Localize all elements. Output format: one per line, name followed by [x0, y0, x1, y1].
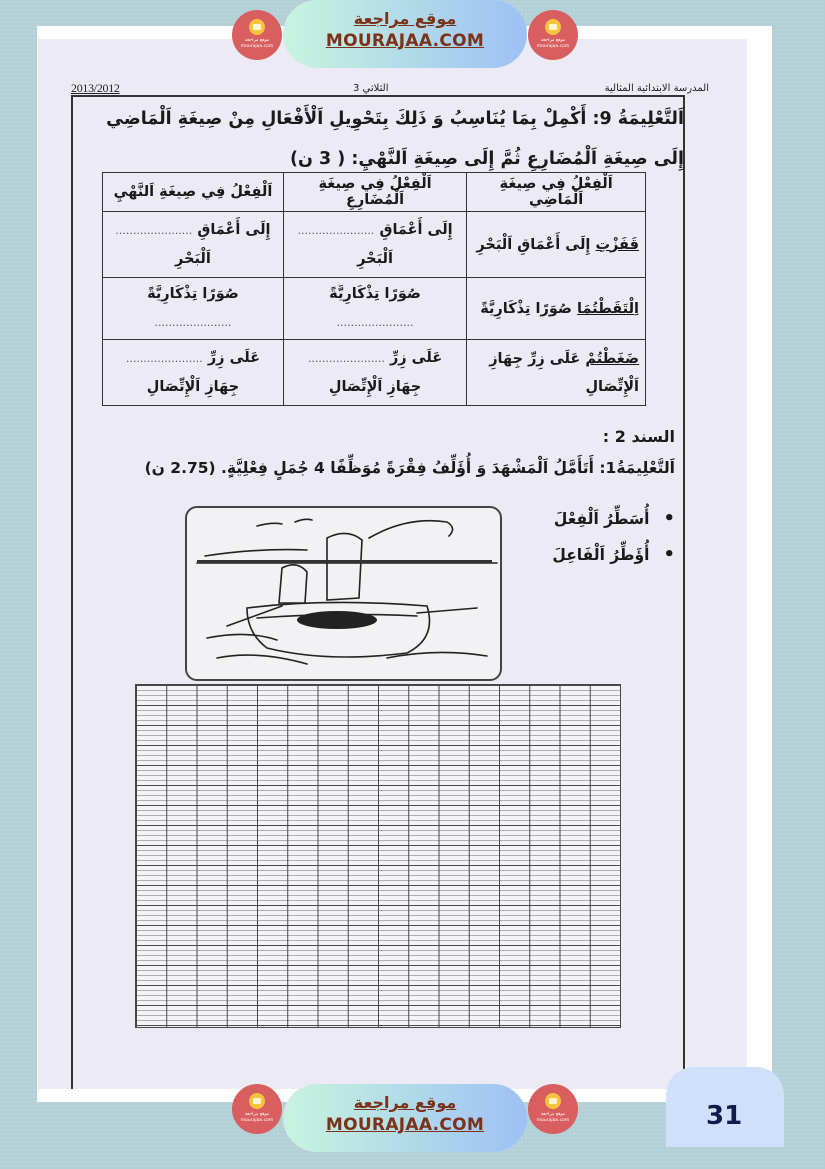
- section-2-title: السند 2 :: [602, 427, 675, 446]
- prohibition-answer-cell[interactable]: [103, 212, 284, 278]
- verb-complement: صُوَرًا تِذْكَارِيَّةً: [480, 300, 572, 317]
- blank-line[interactable]: ......................: [336, 316, 414, 329]
- verb-complement-2: اَلْإِتِّصَالِ: [585, 378, 639, 395]
- blank-line[interactable]: ......................: [297, 224, 375, 237]
- fill-text-2: اَلْبَحْرِ: [175, 251, 211, 267]
- frame-line-left: [71, 95, 73, 1089]
- table-row: [103, 278, 646, 340]
- banner-latin: MOURAJAA.COM: [325, 1115, 485, 1135]
- badge-text: موقع مراجعة mourajaa.com: [240, 38, 274, 49]
- watermark-badge-left-bottom: [232, 1084, 282, 1134]
- verb-complement: عَلَى زِرِّ جِهَازِ: [489, 350, 581, 367]
- present-answer-cell[interactable]: [283, 212, 466, 278]
- writing-grid[interactable]: [135, 684, 621, 1028]
- watermark-banner-top[interactable]: [283, 0, 527, 68]
- past-cell: [467, 212, 646, 278]
- watermark-banner-bottom[interactable]: [283, 1084, 527, 1152]
- fill-text: صُوَرًا تِذْكَارِيَّةً: [147, 286, 239, 302]
- frame-line-right: [683, 95, 685, 1089]
- watermark-badge-right-bottom: [528, 1084, 578, 1134]
- badge-text: موقع مراجعة mourajaa.com: [536, 1112, 570, 1123]
- present-answer-cell[interactable]: [283, 340, 466, 406]
- watermark-badge-left-top: [232, 10, 282, 60]
- fill-text: إِلَى أَعْمَاقِ: [197, 222, 271, 238]
- section-2-instruction: اَلتَّعْلِيمَةُ1: أَتَأَمَّلُ اَلْمَشْهَدَ وَ أُؤَلِّفُ فِقْرَةً مُوَظِّفًا 4 جُمَلٍ فِعْلِيَّةٍ. (2.75 ن): [144, 459, 675, 477]
- table-header-row: [103, 173, 646, 212]
- table-row: [103, 212, 646, 278]
- badge-text: موقع مراجعة mourajaa.com: [240, 1112, 274, 1123]
- header-past: اَلْفِعْلُ فِي صِيغَةِ اَلْمَاضِي: [467, 173, 646, 212]
- book-logo-icon: [545, 19, 561, 35]
- blank-line[interactable]: ......................: [115, 224, 193, 237]
- verb-conjugation-table: [102, 172, 646, 406]
- blank-line[interactable]: ......................: [307, 352, 385, 365]
- boat-drawing-icon: [187, 508, 500, 679]
- past-cell: [467, 278, 646, 340]
- page-number: 31: [706, 1101, 743, 1131]
- fishing-boat-illustration: [185, 506, 502, 681]
- banner-latin: MOURAJAA.COM: [325, 31, 485, 51]
- badge-text: موقع مراجعة mourajaa.com: [536, 38, 570, 49]
- fill-text-2: جِهَازِ اَلْإِتِّصَالِ: [328, 379, 422, 395]
- header-prohibition: اَلْفِعْلُ فِي صِيغَةِ اَلنَّهْيِ: [103, 173, 284, 212]
- blank-line[interactable]: ......................: [125, 352, 203, 365]
- prohibition-answer-cell[interactable]: [103, 340, 284, 406]
- present-answer-cell[interactable]: [283, 278, 466, 340]
- header-present: اَلْفِعْلُ فِي صِيغَةِ اَلْمُضَارِعِ: [283, 173, 466, 212]
- banner-arabic: موقع مراجعة: [353, 1093, 457, 1112]
- trimester-label: الثلاثي 3: [353, 83, 389, 94]
- task-underline-verb: • أُسَطِّرُ اَلْفِعْلَ: [552, 501, 675, 537]
- task-frame-subject: • أُؤَطِّرُ اَلْفَاعِلَ: [552, 537, 675, 573]
- fill-text: صُوَرًا تِذْكَارِيَّةً: [329, 286, 421, 302]
- fill-text-2: جِهَازِ اَلْإِتِّصَالِ: [146, 379, 240, 395]
- verb: قَفَزْتِ: [595, 236, 639, 253]
- book-logo-icon: [249, 1093, 265, 1109]
- exercise-9-instruction: اَلتَّعْلِيمَةُ 9: أَكْمِلْ بِمَا يُنَاسِبُ وَ ذَلِكَ بِتَحْوِيلِ اَلْأَفْعَالِ مِنْ صِيغَةِ اَلْمَاضِي إِلَى صِيغَةِ اَلْمُضَارِعِ ثُمَّ إِلَى صِيغَةِ اَلنَّهْيِ: ( 3 ن): [106, 109, 684, 169]
- school-name: المدرسة الابتدائية المثالية: [604, 83, 709, 94]
- watermark-badge-right-top: [528, 10, 578, 60]
- book-logo-icon: [545, 1093, 561, 1109]
- verb: ضَغَطْتُمْ: [585, 350, 639, 367]
- school-year: 2013/2012: [71, 81, 120, 95]
- verb: اِلْتَقَطْتُمَا: [577, 300, 639, 317]
- fill-text: عَلَى زِرِّ: [207, 350, 261, 366]
- fill-text-2: اَلْبَحْرِ: [357, 251, 393, 267]
- blank-line[interactable]: ......................: [154, 316, 232, 329]
- table-row: [103, 340, 646, 406]
- frame-line-top: [71, 95, 683, 97]
- fill-text: إِلَى أَعْمَاقِ: [379, 222, 453, 238]
- prohibition-answer-cell[interactable]: [103, 278, 284, 340]
- banner-arabic: موقع مراجعة: [353, 9, 457, 28]
- task-list: [552, 501, 675, 573]
- verb-complement: إِلَى أَعْمَاقِ اَلْبَحْرِ: [476, 236, 591, 253]
- fill-text: عَلَى زِرِّ: [389, 350, 443, 366]
- book-logo-icon: [249, 19, 265, 35]
- past-cell: [467, 340, 646, 406]
